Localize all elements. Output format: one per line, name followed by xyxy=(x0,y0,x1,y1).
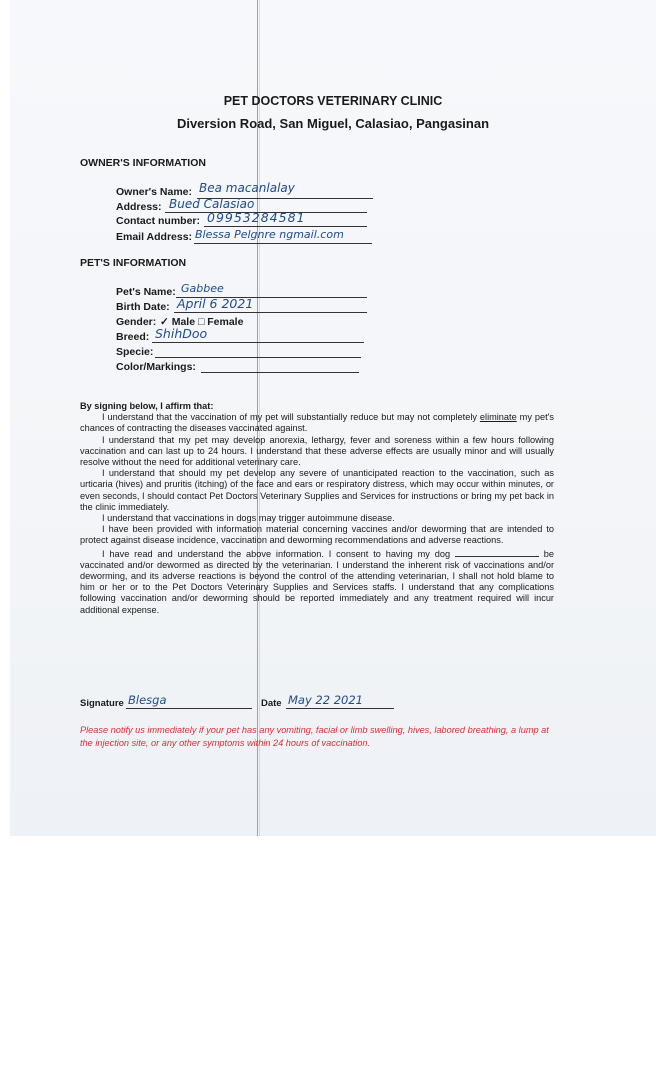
gender-options: ✓ Male □ Female xyxy=(160,316,244,328)
email-line xyxy=(194,243,372,244)
affirmation-paragraph-2: I understand that my pet may develop anorexia, lethargy, fever and soreness within a few hours following vaccination and can last up to 24 hours. I understand that these adverse effects are usually minor and will usually resolve without the need for additional veterinary care. xyxy=(80,434,554,468)
color-markings-line xyxy=(201,372,359,373)
breed-label: Breed: xyxy=(116,331,150,343)
gender-label: Gender: xyxy=(116,316,157,328)
signature-value: Blesga xyxy=(128,693,167,707)
breed-value: ShihDoo xyxy=(155,326,208,341)
dog-name-blank xyxy=(455,547,539,557)
affirmation-paragraph-5: I have been provided with information material concerning vaccines and/or deworming that are intended to protect against disease incidence, vaccination and deworming recommendations and adverse reactions. xyxy=(80,524,554,546)
symptoms-warning: Please notify us immediately if your pet has any vomiting, facial or limb swelling, hives, labored breathing, a lump at the injection site, or any other symptoms within 24 hours of vaccination. xyxy=(80,725,549,748)
affirmation-text xyxy=(80,401,554,616)
address-label: Address: xyxy=(116,201,162,213)
affirmation-heading: By signing below, I affirm that: xyxy=(80,401,214,411)
affirmation-paragraph-6: I have read and understand the above information. I consent to having my dog be vaccinated and/or dewormed as directed by the veterinarian. I understand the inherent risk of vaccinations and/or deworming, and its adverse reactions is beyond the control of the attending veterinarian, I shall not hold blame to him or her or to the Pet Doctors Veterinary Supplies and Services staffs. I understand that any complications following vaccination and/or deworming should be reported immediately and any treatment required will incur additional expense. xyxy=(80,548,554,615)
affirmation-paragraph-1: I understand that the vaccination of my pet will substantially reduce but may not completely eliminate my pet's chances of contracting the diseases vaccinated against. xyxy=(80,412,554,434)
eliminate-underlined: eliminate xyxy=(479,412,517,423)
signature-line xyxy=(126,708,252,709)
pet-name-label: Pet's Name: xyxy=(116,286,176,298)
date-value: May 22 2021 xyxy=(288,693,363,707)
date-label: Date xyxy=(261,698,282,709)
breed-line xyxy=(152,342,364,343)
specie-line xyxy=(155,357,361,358)
contact-value: 09953284581 xyxy=(207,210,306,225)
owner-name-value: Bea macanlalay xyxy=(199,181,295,195)
birth-date-line xyxy=(174,312,367,313)
form-page xyxy=(10,0,656,836)
specie-label: Specie: xyxy=(116,346,154,358)
email-value: Blessa Pelgnre ngmail.com xyxy=(195,228,344,241)
owner-name-label: Owner's Name: xyxy=(116,186,193,198)
owner-section-heading: OWNER'S INFORMATION xyxy=(80,157,206,169)
date-line xyxy=(286,708,394,709)
address-value: Bued Calasiao xyxy=(169,197,255,211)
affirmation-paragraph-3: I understand that should my pet develop any severe of unanticipated reaction to the vaccination, such as urticaria (hives) and pruritis (itching) of the face and ears or respiratory distress, which may occur within minutes, or even seconds, I should contact Pet Doctors Veterinary Supplies and Services for instructions or bring my pet back in the clinic immediately. xyxy=(80,468,554,512)
signature-label: Signature xyxy=(80,698,124,709)
pet-section-heading: PET'S INFORMATION xyxy=(80,257,187,269)
clinic-name: PET DOCTORS VETERINARY CLINIC xyxy=(223,94,443,108)
birth-date-value: April 6 2021 xyxy=(177,296,254,311)
email-label: Email Address: xyxy=(116,231,193,243)
birth-date-label: Birth Date: xyxy=(116,301,170,313)
color-markings-label: Color/Markings: xyxy=(116,361,196,373)
clinic-address: Diversion Road, San Miguel, Calasiao, Pangasinan xyxy=(176,116,490,131)
affirmation-paragraph-4: I understand that vaccinations in dogs may trigger autoimmune disease. xyxy=(102,513,395,524)
contact-line xyxy=(204,226,367,227)
pet-name-value: Gabbee xyxy=(181,282,224,295)
contact-label: Contact number: xyxy=(116,215,200,227)
